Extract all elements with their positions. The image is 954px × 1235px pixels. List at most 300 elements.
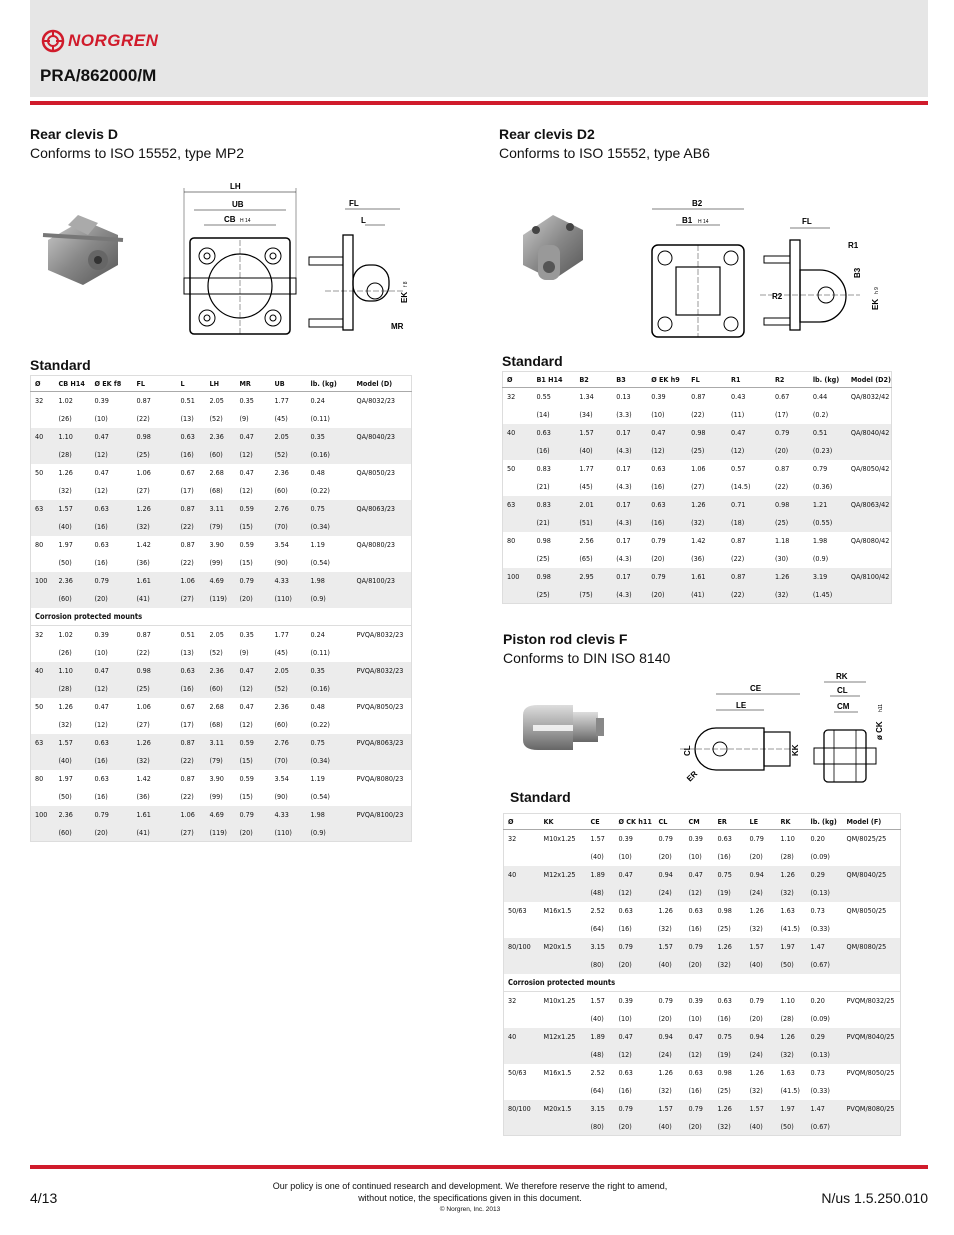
- table-cell: 80: [35, 540, 44, 549]
- dim-ek-d2: EK: [871, 298, 880, 310]
- table-cell: (0.34): [307, 518, 353, 536]
- table-cell: 1.26: [133, 734, 177, 752]
- table-cell: M20x1.5: [540, 1100, 587, 1118]
- clevis-d2-subtitle: Conforms to ISO 15552, type AB6: [499, 145, 710, 161]
- table-cell: [504, 956, 540, 974]
- group-label: Corrosion protected mounts: [31, 608, 412, 626]
- table-cell: 50/63: [508, 1068, 527, 1077]
- table-cell: (3.3): [616, 410, 632, 419]
- table-row: [504, 1082, 901, 1100]
- table-cell: 1.19: [310, 540, 325, 549]
- table-cell: 4.33: [271, 806, 307, 824]
- table-cell: (16): [717, 1014, 731, 1023]
- table-row: [503, 442, 892, 460]
- table-cell: (12): [615, 884, 655, 902]
- policy-line-2: without notice, the specifications given in this document.: [358, 1193, 582, 1203]
- table-cell: QA/8040/42: [847, 424, 892, 442]
- table-row: [503, 550, 892, 568]
- dim-er: ER: [685, 769, 700, 784]
- column-header: Ø EK h9: [647, 372, 687, 388]
- table-cell: (48): [587, 1046, 615, 1064]
- table-cell: (0.09): [810, 852, 830, 861]
- table-cell: (0.16): [307, 680, 353, 698]
- table-row: [31, 590, 412, 608]
- column-header: R1: [727, 372, 771, 388]
- table-cell: 0.94: [746, 1028, 777, 1046]
- table-cell: (0.33): [810, 924, 830, 933]
- table-cell: (0.22): [310, 486, 330, 495]
- table-cell: [504, 1082, 540, 1100]
- table-cell: QM/8025/25: [846, 834, 887, 844]
- table-cell: 1.26: [658, 906, 673, 915]
- group-label: Corrosion protected mounts: [504, 974, 901, 992]
- table-cell: [353, 518, 412, 536]
- table-cell: [847, 478, 892, 496]
- dim-b1-tol: H 14: [698, 219, 709, 225]
- table-cell: (110): [271, 824, 307, 842]
- table-cell: (16): [688, 1086, 702, 1095]
- table-cell: 2.76: [271, 734, 307, 752]
- table-cell: 0.44: [812, 392, 828, 402]
- table-cell: 0.47: [91, 662, 133, 680]
- column-header: B1 H14: [532, 372, 575, 388]
- table-cell: (32): [58, 720, 72, 729]
- table-cell: (4.3): [616, 482, 632, 491]
- table-row: [31, 734, 412, 752]
- table-cell: 1.26: [687, 496, 727, 514]
- table-cell: 3.11: [206, 500, 236, 518]
- table-cell: (21): [536, 482, 550, 491]
- table-cell: 0.79: [771, 424, 809, 442]
- policy-line-1: Our policy is one of continued research and development. We therefore reserve the right to amend,: [272, 1181, 668, 1191]
- table-cell: 0.79: [658, 834, 673, 844]
- column-header: R2: [771, 372, 809, 388]
- table-cell: 0.79: [812, 464, 828, 473]
- table-row: [31, 752, 412, 770]
- table-cell: 2.36: [206, 428, 236, 446]
- table-cell: [353, 590, 412, 608]
- table-cell: 0.83: [536, 464, 551, 473]
- table-cell: (20): [615, 956, 655, 974]
- table-cell: (40): [746, 1118, 777, 1136]
- header-divider: [30, 101, 928, 105]
- table-cell: (60): [55, 824, 91, 842]
- table-cell: 4.69: [206, 572, 236, 590]
- table-cell: (40): [590, 852, 604, 861]
- table-cell: (25): [133, 446, 177, 464]
- clevis-d2-table-title: Standard: [502, 353, 563, 369]
- table-cell: 0.87: [136, 396, 151, 406]
- table-cell: 0.79: [651, 536, 666, 545]
- norgren-logo-icon: [42, 30, 64, 52]
- table-cell: (0.34): [307, 752, 353, 770]
- table-cell: 0.47: [239, 702, 254, 711]
- table-cell: 0.13: [616, 392, 631, 402]
- table-row: [31, 464, 412, 482]
- table-cell: (22): [177, 518, 206, 536]
- table-cell: 0.47: [239, 468, 254, 477]
- table-cell: (28): [780, 852, 794, 861]
- table-cell: 0.43: [731, 392, 746, 402]
- table-cell: [540, 1118, 587, 1136]
- table-cell: (16): [618, 924, 632, 933]
- table-cell: (40): [590, 1014, 604, 1023]
- table-cell: 0.67: [180, 702, 195, 711]
- table-cell: (25): [133, 680, 177, 698]
- table-cell: (79): [206, 752, 236, 770]
- table-cell: 40: [504, 866, 540, 884]
- clevis-d-subtitle: Conforms to ISO 15552, type MP2: [30, 145, 244, 161]
- table-cell: (25): [771, 514, 809, 532]
- table-cell: 0.63: [618, 906, 633, 915]
- table-cell: [503, 586, 533, 604]
- table-cell: 0.79: [236, 806, 271, 824]
- table-cell: 1.42: [136, 540, 151, 549]
- dim-cl: CL: [683, 745, 692, 756]
- clevis-d-front-drawing: [180, 180, 300, 340]
- table-cell: 1.57: [590, 996, 605, 1006]
- table-cell: [540, 1046, 587, 1064]
- table-cell: QA/8032/23: [356, 396, 396, 406]
- table-row: [503, 424, 892, 442]
- table-cell: [504, 1118, 540, 1136]
- table-header: [504, 814, 901, 830]
- table-cell: (52): [209, 648, 223, 657]
- dim-cl-top: CL: [837, 686, 848, 695]
- table-cell: M12x1.25: [540, 866, 587, 884]
- table-cell: (20): [236, 824, 271, 842]
- table-cell: (9): [239, 648, 249, 657]
- table-cell: 0.79: [749, 834, 764, 844]
- table-cell: 80/100: [504, 938, 540, 956]
- table-cell: 1.06: [177, 572, 206, 590]
- table-row: [31, 806, 412, 824]
- table-cell: 2.36: [274, 702, 289, 711]
- table-cell: (4.3): [612, 442, 647, 460]
- table-cell: (27): [136, 720, 150, 729]
- column-header: L: [177, 376, 206, 392]
- clevis-f-side-drawing: [680, 680, 805, 790]
- table-cell: (10): [688, 852, 702, 861]
- table-cell: 1.97: [58, 540, 73, 549]
- table-cell: (0.9): [307, 590, 353, 608]
- table-cell: 0.59: [236, 500, 271, 518]
- dim-r2: R2: [772, 292, 783, 301]
- table-cell: 0.51: [180, 396, 195, 406]
- table-cell: (50): [58, 792, 72, 801]
- table-cell: 3.19: [809, 568, 847, 586]
- table-cell: 2.68: [209, 702, 224, 711]
- table-row: [31, 482, 412, 500]
- table-cell: (22): [136, 414, 150, 423]
- column-header: RK: [777, 814, 807, 830]
- table-cell: 2.52: [590, 1068, 605, 1077]
- table-cell: (27): [177, 824, 206, 842]
- table-cell: 2.36: [274, 468, 289, 477]
- table-cell: (12): [94, 720, 108, 729]
- table-cell: [31, 410, 55, 428]
- table-cell: M12x1.25: [540, 1028, 587, 1046]
- table-cell: [353, 788, 412, 806]
- table-cell: PVQM/8032/25: [846, 996, 895, 1006]
- column-header: UB: [271, 376, 307, 392]
- table-cell: 0.79: [91, 806, 133, 824]
- table-cell: PVQA/8032/23: [353, 662, 412, 680]
- table-cell: 0.47: [236, 662, 271, 680]
- table-cell: [353, 752, 412, 770]
- group-row: [31, 608, 412, 626]
- table-cell: 1.57: [746, 938, 777, 956]
- table-cell: [31, 752, 55, 770]
- table-cell: (22): [691, 410, 705, 419]
- column-header: Model (F): [843, 814, 901, 830]
- dim-lh: LH: [230, 182, 241, 191]
- clevis-f-top-drawing: [810, 668, 890, 793]
- table-cell: 63: [503, 496, 533, 514]
- table-cell: (52): [271, 680, 307, 698]
- table-row: [31, 716, 412, 734]
- table-cell: 2.36: [55, 572, 91, 590]
- table-cell: (32): [658, 924, 672, 933]
- table-row: [504, 830, 901, 848]
- document-number: N/us 1.5.250.010: [821, 1190, 928, 1206]
- table-row: [504, 1064, 901, 1082]
- table-cell: 2.95: [575, 568, 612, 586]
- table-cell: 1.26: [714, 1100, 746, 1118]
- table-cell: 80: [507, 536, 516, 545]
- table-cell: [504, 920, 540, 938]
- table-cell: 1.26: [777, 866, 807, 884]
- table-cell: 0.63: [651, 464, 666, 473]
- table-cell: 50: [35, 702, 44, 711]
- table-cell: 0.59: [239, 774, 254, 783]
- table-row: [504, 956, 901, 974]
- table-cell: (28): [55, 446, 91, 464]
- table-cell: 0.39: [94, 630, 109, 640]
- table-cell: (16): [94, 792, 108, 801]
- table-cell: (11): [731, 410, 745, 419]
- table-cell: (10): [688, 1014, 702, 1023]
- table-cell: [31, 680, 55, 698]
- table-cell: 3.11: [206, 734, 236, 752]
- table-cell: [31, 824, 55, 842]
- table-cell: (32): [749, 924, 763, 933]
- table-cell: 0.57: [731, 464, 746, 473]
- table-cell: [540, 884, 587, 902]
- clevis-f-table-title: Standard: [510, 789, 571, 805]
- table-cell: 1.02: [58, 630, 73, 640]
- table-cell: (12): [727, 442, 771, 460]
- table-cell: (50): [58, 558, 72, 567]
- table-cell: (68): [209, 486, 223, 495]
- table-cell: 0.87: [177, 734, 206, 752]
- table-cell: QM/8080/25: [843, 938, 901, 956]
- table-cell: (0.13): [807, 1046, 843, 1064]
- clevis-d-table: [30, 375, 412, 842]
- table-cell: (27): [177, 590, 206, 608]
- table-cell: [353, 554, 412, 572]
- table-cell: 1.26: [714, 938, 746, 956]
- table-cell: (20): [615, 1118, 655, 1136]
- table-cell: (34): [579, 410, 593, 419]
- table-cell: 0.98: [133, 428, 177, 446]
- table-cell: (15): [236, 518, 271, 536]
- table-cell: (4.3): [612, 586, 647, 604]
- clevis-d2-front-drawing: [648, 195, 783, 340]
- table-cell: [31, 482, 55, 500]
- table-cell: (40): [575, 442, 612, 460]
- table-cell: 100: [503, 568, 533, 586]
- table-row: [31, 788, 412, 806]
- table-cell: (16): [651, 482, 665, 491]
- clevis-d2-title: Rear clevis D2: [499, 126, 595, 142]
- table-cell: 1.06: [177, 806, 206, 824]
- brand-name: NORGREN: [68, 31, 159, 50]
- table-row: [503, 460, 892, 478]
- table-cell: 0.75: [714, 1028, 746, 1046]
- table-cell: (45): [579, 482, 593, 491]
- table-cell: 1.89: [587, 866, 615, 884]
- column-header: Ø: [31, 376, 55, 392]
- table-cell: 0.47: [615, 866, 655, 884]
- table-cell: 0.79: [615, 938, 655, 956]
- table-cell: 1.34: [579, 392, 594, 402]
- table-cell: (20): [685, 956, 714, 974]
- table-cell: (10): [94, 414, 108, 423]
- table-cell: (12): [91, 446, 133, 464]
- table-cell: (70): [271, 752, 307, 770]
- table-cell: 3.54: [274, 540, 289, 549]
- table-cell: (30): [774, 554, 789, 563]
- dim-ek-tol: f 8: [403, 281, 409, 287]
- table-cell: 50/63: [508, 906, 527, 915]
- table-cell: 1.77: [274, 630, 289, 640]
- clevis-f-photo: [518, 700, 608, 760]
- table-cell: 1.97: [777, 1100, 807, 1118]
- table-cell: (32): [133, 518, 177, 536]
- dim-ck-tol: h11: [878, 704, 884, 712]
- table-cell: (20): [651, 554, 665, 563]
- table-cell: [843, 884, 901, 902]
- table-cell: (40): [55, 752, 91, 770]
- table-row: [31, 554, 412, 572]
- table-cell: [31, 554, 55, 572]
- table-cell: 0.67: [774, 392, 790, 402]
- table-cell: QA/8032/42: [850, 392, 890, 402]
- table-cell: [503, 478, 533, 496]
- table-cell: 1.06: [136, 468, 151, 477]
- table-cell: 1.21: [809, 496, 847, 514]
- column-header: lb. (kg): [307, 376, 353, 392]
- table-cell: (40): [655, 1118, 685, 1136]
- table-cell: (48): [587, 884, 615, 902]
- table-cell: (40): [55, 518, 91, 536]
- table-cell: (25): [532, 586, 575, 604]
- table-cell: 32: [508, 834, 517, 844]
- table-cell: (90): [274, 558, 288, 567]
- table-cell: 0.94: [655, 1028, 685, 1046]
- table-row: [31, 644, 412, 662]
- table-cell: 0.24: [310, 396, 325, 406]
- table-cell: (36): [136, 792, 150, 801]
- column-header: lb. (kg): [807, 814, 843, 830]
- table-cell: (18): [727, 514, 771, 532]
- clevis-d2-table: [502, 371, 892, 604]
- table-row: [31, 392, 412, 410]
- table-cell: (0.11): [310, 414, 330, 423]
- table-cell: 40: [504, 1028, 540, 1046]
- table-row: [503, 586, 892, 604]
- table-cell: 1.57: [746, 1100, 777, 1118]
- table-cell: 1.10: [780, 996, 795, 1006]
- table-row: [31, 770, 412, 788]
- table-cell: 1.98: [307, 806, 353, 824]
- table-cell: PVQA/8063/23: [353, 734, 412, 752]
- table-cell: 4.69: [206, 806, 236, 824]
- table-cell: 0.94: [655, 866, 685, 884]
- table-cell: (64): [590, 924, 604, 933]
- table-cell: M10x1.25: [543, 834, 576, 844]
- table-cell: 2.05: [271, 662, 307, 680]
- table-cell: 0.17: [612, 496, 647, 514]
- table-cell: 0.47: [236, 428, 271, 446]
- table-cell: 0.87: [727, 568, 771, 586]
- table-cell: (110): [271, 590, 307, 608]
- table-cell: (17): [774, 410, 789, 419]
- table-cell: 1.47: [807, 938, 843, 956]
- table-cell: [843, 1046, 901, 1064]
- table-cell: 2.36: [55, 806, 91, 824]
- table-cell: (41): [133, 590, 177, 608]
- table-cell: 0.63: [91, 734, 133, 752]
- page-number: 4/13: [30, 1190, 58, 1206]
- table-cell: (16): [618, 1086, 632, 1095]
- table-cell: 1.57: [655, 1100, 685, 1118]
- table-cell: QM/8040/25: [843, 866, 901, 884]
- table-row: [504, 884, 901, 902]
- column-header: CB H14: [55, 376, 91, 392]
- table-cell: 0.20: [810, 996, 825, 1006]
- column-header: lb. (kg): [809, 372, 847, 388]
- table-cell: (16): [177, 680, 206, 698]
- table-cell: (27): [136, 486, 150, 495]
- table-cell: 80/100: [504, 1100, 540, 1118]
- table-cell: [504, 1010, 540, 1028]
- table-cell: (27): [691, 482, 705, 491]
- table-row: [31, 500, 412, 518]
- table-cell: [540, 920, 587, 938]
- table-cell: 0.39: [618, 996, 633, 1006]
- page-title: PRA/862000/M: [40, 66, 157, 85]
- table-cell: 1.57: [55, 500, 91, 518]
- table-cell: 63: [31, 734, 55, 752]
- column-header: Model (D): [353, 376, 412, 392]
- table-cell: (16): [688, 924, 702, 933]
- column-header: LH: [206, 376, 236, 392]
- table-cell: 1.63: [780, 906, 795, 915]
- table-cell: (10): [618, 1014, 632, 1023]
- table-cell: [843, 1010, 901, 1028]
- dim-cb-tol: H 14: [240, 218, 251, 224]
- table-cell: 2.01: [575, 496, 612, 514]
- table-cell: (24): [746, 884, 777, 902]
- table-cell: 0.87: [731, 536, 746, 545]
- table-cell: 4.33: [271, 572, 307, 590]
- table-cell: 0.47: [94, 702, 109, 711]
- table-cell: (26): [58, 648, 72, 657]
- table-cell: 32: [35, 630, 44, 640]
- table-row: [504, 1028, 901, 1046]
